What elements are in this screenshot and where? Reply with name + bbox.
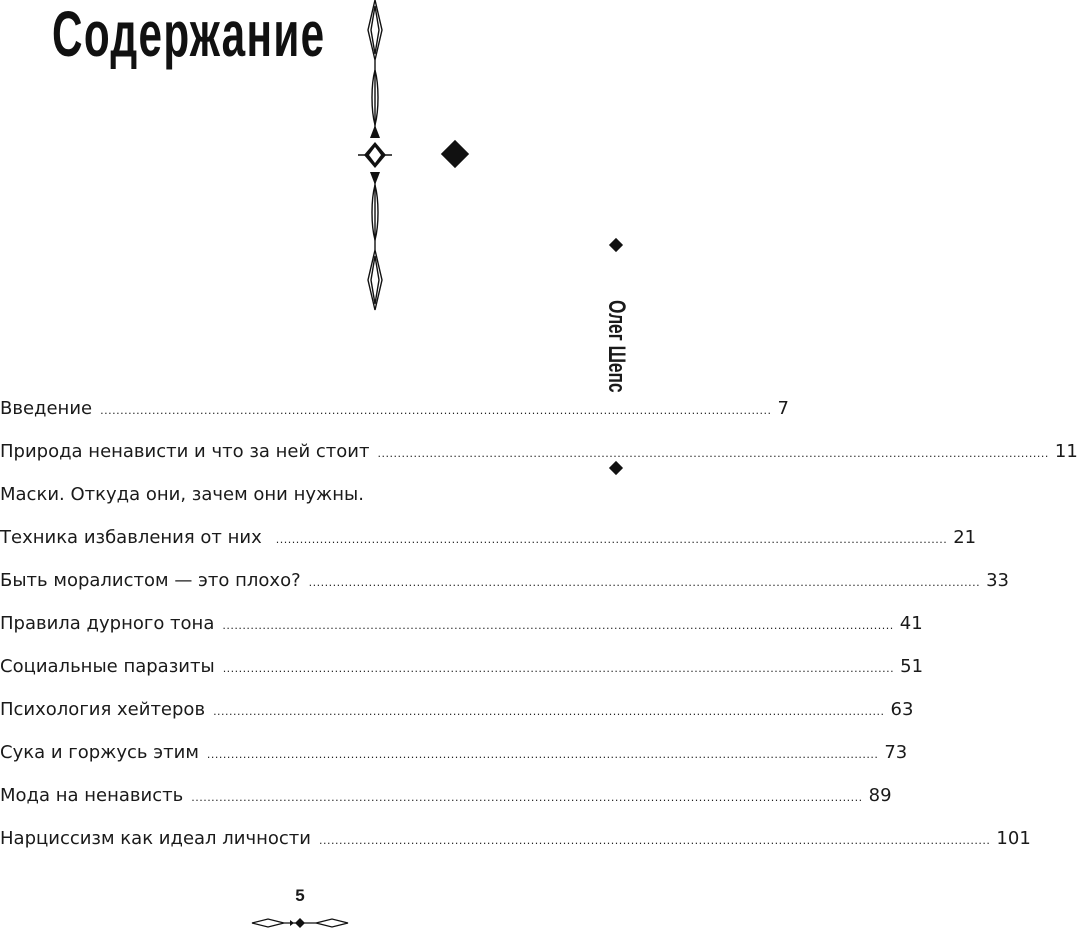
toc-page: 89	[868, 785, 892, 806]
flourish-icon	[250, 915, 350, 931]
toc-page: 63	[890, 699, 914, 720]
toc-title: Маски. Откуда они, зачем они нужны.	[0, 484, 364, 505]
toc-page: 7	[777, 398, 789, 419]
toc-page: 101	[996, 828, 1031, 849]
vertical-diamond-ornament-icon	[350, 0, 400, 320]
toc-title: Быть моралистом — это плохо?	[0, 570, 301, 591]
side-diamond-bottom-icon	[609, 461, 623, 475]
toc-title: Техника избавления от них	[0, 527, 262, 548]
toc-title: Психология хейтеров	[0, 699, 206, 720]
toc-page: 73	[884, 742, 908, 763]
toc-page: 51	[900, 656, 924, 677]
side-diamond-top-icon	[609, 238, 623, 252]
toc-dot-leader: ........................................................................................................................................................................	[191, 791, 863, 804]
toc-title: Природа ненависти и что за ней стоит	[0, 441, 370, 462]
side-author-name	[604, 300, 628, 420]
toc-dot-leader: ........................................................................................................................................................................	[377, 447, 1049, 460]
page-number: 5	[295, 886, 305, 905]
table-of-contents	[0, 398, 1078, 871]
toc-title: Нарциссизм как идеал личности	[0, 828, 311, 849]
toc-row	[0, 828, 1031, 871]
toc-dot-leader: ........................................................................................................................................................................	[206, 748, 879, 761]
page-title: Содержание	[52, 0, 326, 70]
toc-row	[0, 699, 914, 742]
toc-dot-leader: ........................................................................................................................................................................	[275, 533, 948, 546]
toc-dot-leader: ........................................................................................................................................................................	[318, 834, 991, 847]
toc-title: Введение	[0, 398, 93, 419]
toc-row	[0, 441, 1078, 484]
toc-page: 41	[899, 613, 923, 634]
toc-row	[0, 742, 908, 785]
toc-dot-leader: ........................................................................................................................................................................	[222, 662, 895, 675]
toc-dot-leader: ........................................................................................................................................................................	[100, 404, 772, 417]
toc-dot-leader: ........................................................................................................................................................................	[222, 619, 894, 632]
toc-title: Правила дурного тона	[0, 613, 215, 634]
toc-title: Сука и горжусь этим	[0, 742, 199, 763]
toc-title: Мода на ненависть	[0, 785, 184, 806]
diamond-icon	[441, 140, 469, 168]
toc-dot-leader: ........................................................................................................................................................................	[308, 576, 981, 589]
toc-row	[0, 484, 530, 527]
toc-row	[0, 527, 977, 570]
toc-dot-leader: ........................................................................................................................................................................	[213, 705, 885, 718]
toc-row	[0, 613, 923, 656]
author-name: Олег Шепс	[603, 300, 630, 393]
toc-page: 33	[986, 570, 1009, 591]
toc-page: 11	[1054, 441, 1078, 462]
toc-row	[0, 570, 1009, 613]
toc-title: Социальные паразиты	[0, 656, 215, 677]
toc-row	[0, 656, 924, 699]
toc-row	[0, 398, 789, 441]
toc-page: 21	[953, 527, 977, 548]
toc-row	[0, 785, 892, 828]
